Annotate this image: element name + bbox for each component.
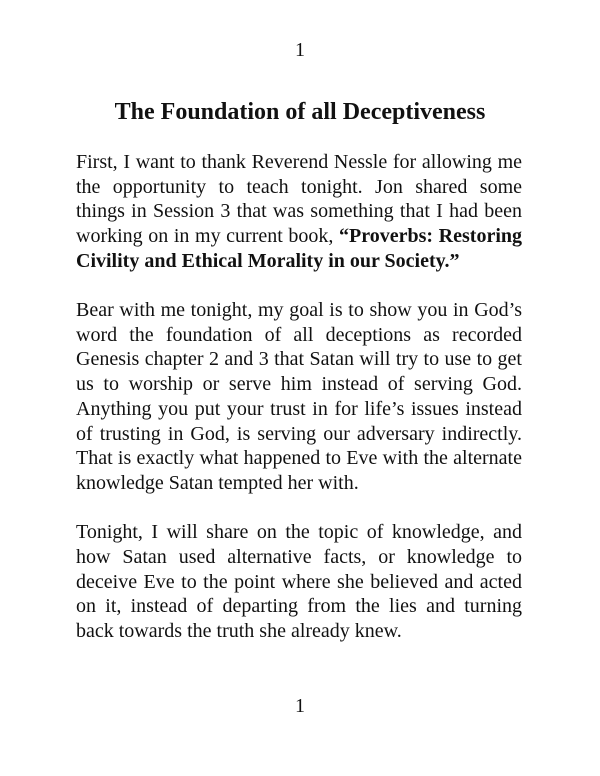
page-number-bottom: 1 [295,695,305,717]
paragraph-intro [76,150,522,274]
paragraph-intro-text: First, I want to thank Reverend Nessle for allowing me the opportunity to teach tonight. Jon shared some things in Session 3 that was something that I had been working on in my current book, [76,151,522,248]
paragraph-topic: Tonight, I will share on the topic of knowledge, and how Satan used alternative facts, or knowledge to deceive Eve to the point where she believed and acted on it, instead of departing from the lies and turning back towards the truth she already knew. [76,521,522,642]
document-body [76,150,522,668]
paragraph-goal: Bear with me tonight, my goal is to show you in God’s word the foundation of all deceptions as recorded Genesis chapter 2 and 3 that Satan will try to use to get us to worship or serve him instead of serving God. Anything you put your trust in for life’s issues instead of trusting in God, is serving our adversary indirectly. That is exactly what happened to Eve with the alternate knowledge Satan tempted her with. [76,299,522,494]
book-title: “Proverbs: Restoring Civility and Ethical Morality in our Society.” [76,225,523,272]
page-number-top: 1 [295,39,305,61]
document-title: The Foundation of all Deceptiveness [114,99,486,125]
